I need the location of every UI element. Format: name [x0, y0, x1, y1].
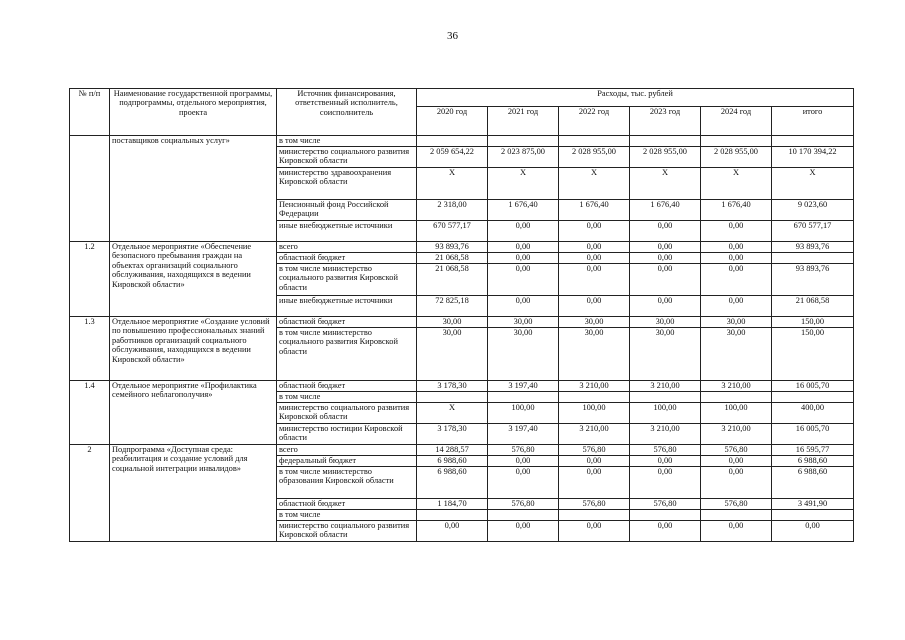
value-year: 1 676,40 — [701, 200, 772, 221]
value-year: 100,00 — [701, 403, 772, 424]
value-year: 0,00 — [630, 264, 701, 296]
value-year: 2 059 654,22 — [417, 147, 488, 168]
funding-source: областной бюджет — [277, 499, 417, 510]
value-year — [559, 510, 630, 521]
value-year: 0,00 — [630, 296, 701, 317]
header-source: Источник финансирования, ответственный исполнитель, соисполнитель — [277, 89, 417, 136]
value-year — [488, 136, 559, 147]
budget-table — [69, 88, 854, 542]
value-total: 0,00 — [772, 521, 854, 542]
funding-source: министерство социального развития Кировской области — [277, 521, 417, 542]
value-year: 0,00 — [559, 456, 630, 467]
value-year: 0,00 — [559, 264, 630, 296]
value-year — [559, 136, 630, 147]
value-year — [701, 392, 772, 403]
page-number: 36 — [447, 30, 458, 42]
value-year — [630, 510, 701, 521]
funding-source: в том числе — [277, 392, 417, 403]
value-year: 30,00 — [630, 328, 701, 381]
value-total: 21 068,58 — [772, 296, 854, 317]
value-total: 3 491,90 — [772, 499, 854, 510]
header-number: № п/п — [70, 89, 110, 136]
value-year — [417, 510, 488, 521]
funding-source: министерство социального развития Кировской области — [277, 403, 417, 424]
value-year: 0,00 — [701, 467, 772, 499]
value-year: 3 210,00 — [701, 424, 772, 445]
value-year: 576,80 — [630, 445, 701, 456]
value-year: 2 318,00 — [417, 200, 488, 221]
row-number: 1.3 — [70, 317, 110, 381]
value-year: 576,80 — [701, 445, 772, 456]
value-year: 576,80 — [488, 499, 559, 510]
value-year: 30,00 — [417, 317, 488, 328]
value-year: 0,00 — [630, 456, 701, 467]
value-year: Х — [630, 168, 701, 200]
value-year: 0,00 — [559, 221, 630, 242]
table-row — [70, 381, 854, 392]
header-year-2023: 2023 год — [630, 107, 701, 136]
table-body — [70, 136, 854, 542]
value-year: 2 028 955,00 — [630, 147, 701, 168]
value-total: 150,00 — [772, 328, 854, 381]
funding-source: областной бюджет — [277, 317, 417, 328]
value-year: 2 028 955,00 — [559, 147, 630, 168]
header-year-2022: 2022 год — [559, 107, 630, 136]
value-total: 150,00 — [772, 317, 854, 328]
value-year: 93 893,76 — [417, 242, 488, 253]
value-year: 100,00 — [559, 403, 630, 424]
value-year: 30,00 — [417, 328, 488, 381]
value-year: 72 825,18 — [417, 296, 488, 317]
value-year — [417, 392, 488, 403]
value-year: 3 210,00 — [630, 381, 701, 392]
value-year: 576,80 — [630, 499, 701, 510]
value-year — [488, 510, 559, 521]
value-year: 0,00 — [559, 242, 630, 253]
value-year: 6 988,60 — [417, 467, 488, 499]
row-number — [70, 136, 110, 242]
value-total: Х — [772, 168, 854, 200]
value-total — [772, 253, 854, 264]
funding-source: иные внебюджетные источники — [277, 296, 417, 317]
value-total: 6 988,60 — [772, 456, 854, 467]
value-year: 6 988,60 — [417, 456, 488, 467]
value-year: 0,00 — [701, 264, 772, 296]
value-total: 10 170 394,22 — [772, 147, 854, 168]
funding-source: в том числе — [277, 510, 417, 521]
value-year: 576,80 — [559, 445, 630, 456]
table-row — [70, 136, 854, 147]
value-year: 0,00 — [630, 221, 701, 242]
value-year: Х — [417, 168, 488, 200]
value-year: 0,00 — [488, 456, 559, 467]
value-year: 0,00 — [559, 467, 630, 499]
value-year: Х — [701, 168, 772, 200]
value-year: Х — [417, 403, 488, 424]
value-year: 30,00 — [559, 328, 630, 381]
measure-name: Отдельное мероприятие «Создание условий по повышению профессиональных знаний работников организаций социального обслуживания, находящихся в ведении Кировской области» — [110, 317, 277, 381]
row-number: 2 — [70, 445, 110, 542]
table-row — [70, 317, 854, 328]
value-total: 16 005,70 — [772, 381, 854, 392]
value-year: 30,00 — [701, 328, 772, 381]
value-year — [488, 392, 559, 403]
measure-name: Отдельное мероприятие «Профилактика семейного неблагополучия» — [110, 381, 277, 445]
value-total — [772, 136, 854, 147]
value-total: 16 595,77 — [772, 445, 854, 456]
value-year: 670 577,17 — [417, 221, 488, 242]
value-year: 1 676,40 — [559, 200, 630, 221]
value-year: 21 068,58 — [417, 253, 488, 264]
value-year: 3 178,30 — [417, 381, 488, 392]
value-year: 0,00 — [559, 521, 630, 542]
value-year: 3 210,00 — [630, 424, 701, 445]
value-year: 3 210,00 — [701, 381, 772, 392]
header-name: Наименование государственной программы, подпрограммы, отдельного мероприятия, проекта — [110, 89, 277, 136]
value-year: 14 288,57 — [417, 445, 488, 456]
table-header — [70, 89, 854, 136]
value-total: 6 988,60 — [772, 467, 854, 499]
value-year: 1 184,70 — [417, 499, 488, 510]
value-year: 0,00 — [488, 521, 559, 542]
value-total: 16 005,70 — [772, 424, 854, 445]
measure-name: поставщиков социальных услуг» — [110, 136, 277, 242]
funding-source: министерство юстиции Кировской области — [277, 424, 417, 445]
value-year: Х — [488, 168, 559, 200]
value-year: 0,00 — [701, 242, 772, 253]
value-year: 0,00 — [630, 253, 701, 264]
value-year — [701, 510, 772, 521]
value-year: 30,00 — [559, 317, 630, 328]
value-year: 2 023 875,00 — [488, 147, 559, 168]
value-year: 576,80 — [701, 499, 772, 510]
value-year: 2 028 955,00 — [701, 147, 772, 168]
funding-source: в том числе министерство социального развития Кировской области — [277, 264, 417, 296]
value-year: 30,00 — [488, 328, 559, 381]
header-total: итого — [772, 107, 854, 136]
value-total: 93 893,76 — [772, 242, 854, 253]
value-total: 400,00 — [772, 403, 854, 424]
funding-source: в том числе министерство социального развития Кировской области — [277, 328, 417, 381]
value-year: 30,00 — [488, 317, 559, 328]
value-year: 1 676,40 — [630, 200, 701, 221]
value-year: 0,00 — [701, 221, 772, 242]
value-total: 93 893,76 — [772, 264, 854, 296]
value-year: 1 676,40 — [488, 200, 559, 221]
funding-source: областной бюджет — [277, 253, 417, 264]
measure-name: Отдельное мероприятие «Обеспечение безопасного пребывания граждан на объектах организаций социального обслуживания, находящихся в ведении Кировской области» — [110, 242, 277, 317]
value-total — [772, 510, 854, 521]
value-year: 0,00 — [701, 296, 772, 317]
funding-source: всего — [277, 445, 417, 456]
value-total — [772, 392, 854, 403]
table-row — [70, 242, 854, 253]
value-year: 0,00 — [488, 264, 559, 296]
value-year: 0,00 — [488, 221, 559, 242]
value-total: 9 023,60 — [772, 200, 854, 221]
value-year: 0,00 — [630, 521, 701, 542]
value-year: 576,80 — [559, 499, 630, 510]
value-year: 0,00 — [630, 467, 701, 499]
value-year: 0,00 — [488, 242, 559, 253]
value-year: 100,00 — [630, 403, 701, 424]
funding-source: в том числе — [277, 136, 417, 147]
value-year: 0,00 — [488, 467, 559, 499]
funding-source: министерство здравоохранения Кировской области — [277, 168, 417, 200]
value-year: 21 068,58 — [417, 264, 488, 296]
funding-source: Пенсионный фонд Российской Федерации — [277, 200, 417, 221]
value-year: 3 197,40 — [488, 424, 559, 445]
value-total: 670 577,17 — [772, 221, 854, 242]
table-row — [70, 445, 854, 456]
funding-source: иные внебюджетные источники — [277, 221, 417, 242]
measure-name: Подпрограмма «Доступная среда: реабилитация и создание условий для социальной интеграции инвалидов» — [110, 445, 277, 542]
header-year-2020: 2020 год — [417, 107, 488, 136]
value-year: 0,00 — [417, 521, 488, 542]
value-year: 0,00 — [630, 242, 701, 253]
value-year: 3 197,40 — [488, 381, 559, 392]
value-year: 576,80 — [488, 445, 559, 456]
row-number: 1.4 — [70, 381, 110, 445]
funding-source: министерство социального развития Кировской области — [277, 147, 417, 168]
value-year: Х — [559, 168, 630, 200]
value-year — [559, 392, 630, 403]
header-year-2024: 2024 год — [701, 107, 772, 136]
value-year: 0,00 — [701, 253, 772, 264]
value-year: 0,00 — [559, 296, 630, 317]
funding-source: в том числе министерство образования Кировской области — [277, 467, 417, 499]
value-year: 100,00 — [488, 403, 559, 424]
value-year: 3 210,00 — [559, 381, 630, 392]
header-year-2021: 2021 год — [488, 107, 559, 136]
funding-source: всего — [277, 242, 417, 253]
value-year: 3 178,30 — [417, 424, 488, 445]
header-expenses: Расходы, тыс. рублей — [417, 89, 854, 107]
funding-source: областной бюджет — [277, 381, 417, 392]
value-year — [417, 136, 488, 147]
value-year — [701, 136, 772, 147]
value-year: 0,00 — [701, 521, 772, 542]
value-year: 0,00 — [488, 296, 559, 317]
value-year: 0,00 — [559, 253, 630, 264]
value-year: 0,00 — [701, 456, 772, 467]
value-year — [630, 136, 701, 147]
value-year: 3 210,00 — [559, 424, 630, 445]
row-number: 1.2 — [70, 242, 110, 317]
funding-source: федеральный бюджет — [277, 456, 417, 467]
value-year — [630, 392, 701, 403]
value-year: 0,00 — [488, 253, 559, 264]
value-year: 30,00 — [630, 317, 701, 328]
value-year: 30,00 — [701, 317, 772, 328]
